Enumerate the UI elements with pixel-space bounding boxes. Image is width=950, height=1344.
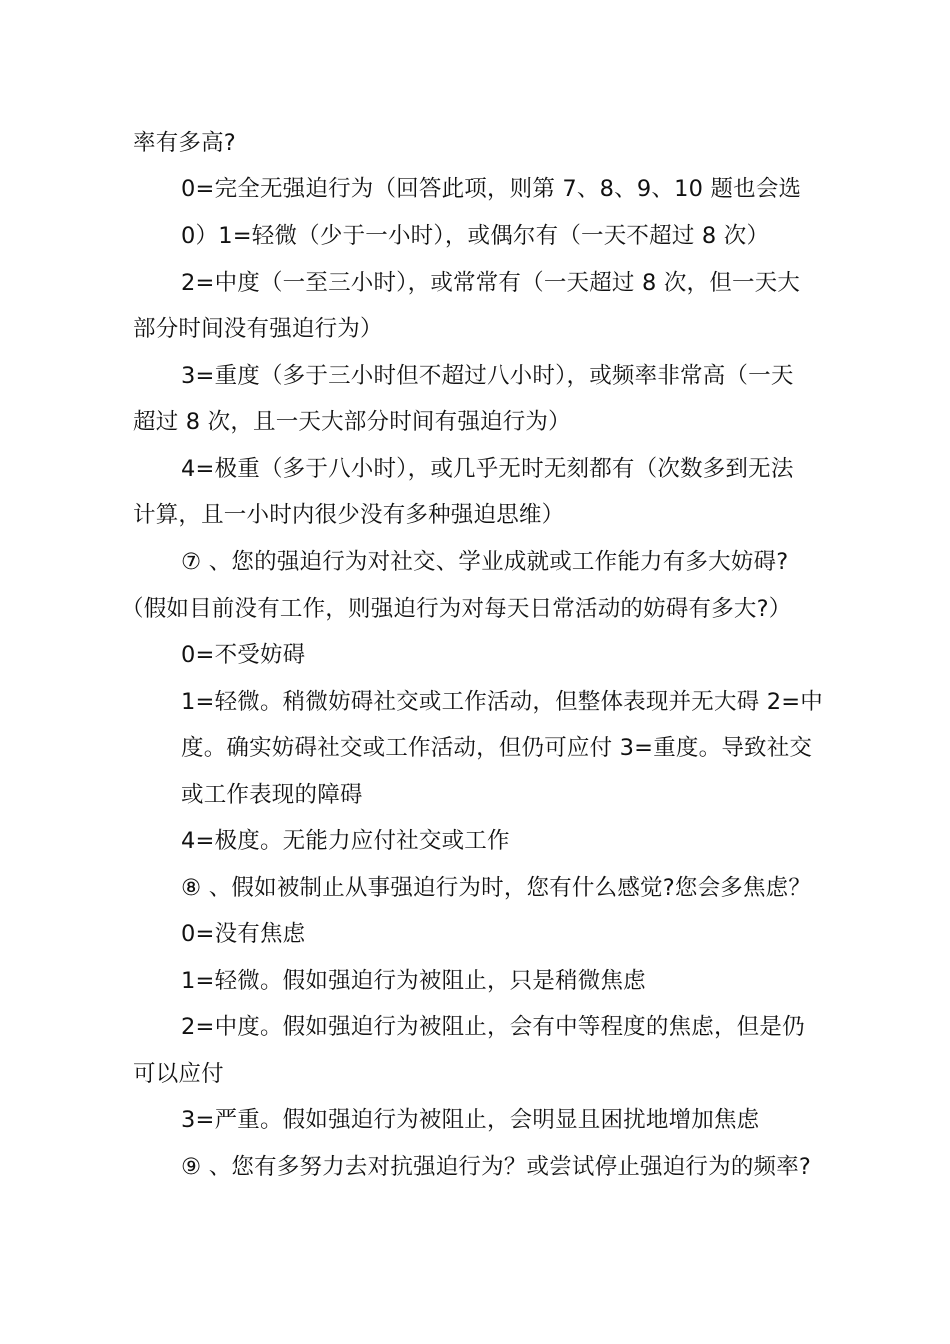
text-line: 4=极度。无能力应付社交或工作: [181, 828, 510, 854]
text-line: 0=没有焦虑: [181, 921, 306, 947]
question-heading: ⑧ 、假如被制止从事强迫行为时，您有什么感觉?您会多焦虑？: [181, 875, 812, 901]
text-line: 可以应付: [133, 1061, 224, 1087]
question-heading: ⑦ 、您的强迫行为对社交、学业成就或工作能力有多大妨碍?: [181, 549, 789, 575]
text-line: 超过 8 次，且一天大部分时间有强迫行为）: [133, 409, 571, 435]
text-line: 1=轻微。稍微妨碍社交或工作活动，但整体表现并无大碍 2=中: [181, 689, 823, 715]
text-line: 4=极重（多于八小时），或几乎无时无刻都有（次数多到无法: [181, 456, 794, 482]
text-line: 率有多高?: [133, 130, 236, 156]
text-line: 0=不受妨碍: [181, 642, 306, 668]
text-line: 或工作表现的障碍: [181, 782, 363, 808]
text-line: （假如目前没有工作，则强迫行为对每天日常活动的妨碍有多大?）: [121, 596, 792, 622]
text-line: 2=中度。假如强迫行为被阻止，会有中等程度的焦虑，但是仍: [181, 1014, 805, 1040]
text-line: 0=完全无强迫行为（回答此项，则第 7、8、9、10 题也会选: [181, 176, 802, 202]
question-heading: ⑨ 、您有多努力去对抗强迫行为？或尝试停止强迫行为的频率?: [181, 1154, 812, 1180]
text-line: 3=严重。假如强迫行为被阻止，会明显且困扰地增加焦虑: [181, 1107, 760, 1133]
text-line: 部分时间没有强迫行为）: [133, 316, 383, 342]
text-line: 2=中度（一至三小时），或常常有（一天超过 8 次，但一天大: [181, 270, 801, 296]
text-line: 3=重度（多于三小时但不超过八小时），或频率非常高（一天: [181, 363, 794, 389]
text-line: 0）1=轻微（少于一小时），或偶尔有（一天不超过 8 次）: [181, 223, 770, 249]
text-line: 度。确实妨碍社交或工作活动，但仍可应付 3=重度。导致社交: [181, 735, 813, 761]
text-line: 计算，且一小时内很少没有多种强迫思维）: [133, 502, 565, 528]
text-line: 1=轻微。假如强迫行为被阻止，只是稍微焦虑: [181, 968, 646, 994]
